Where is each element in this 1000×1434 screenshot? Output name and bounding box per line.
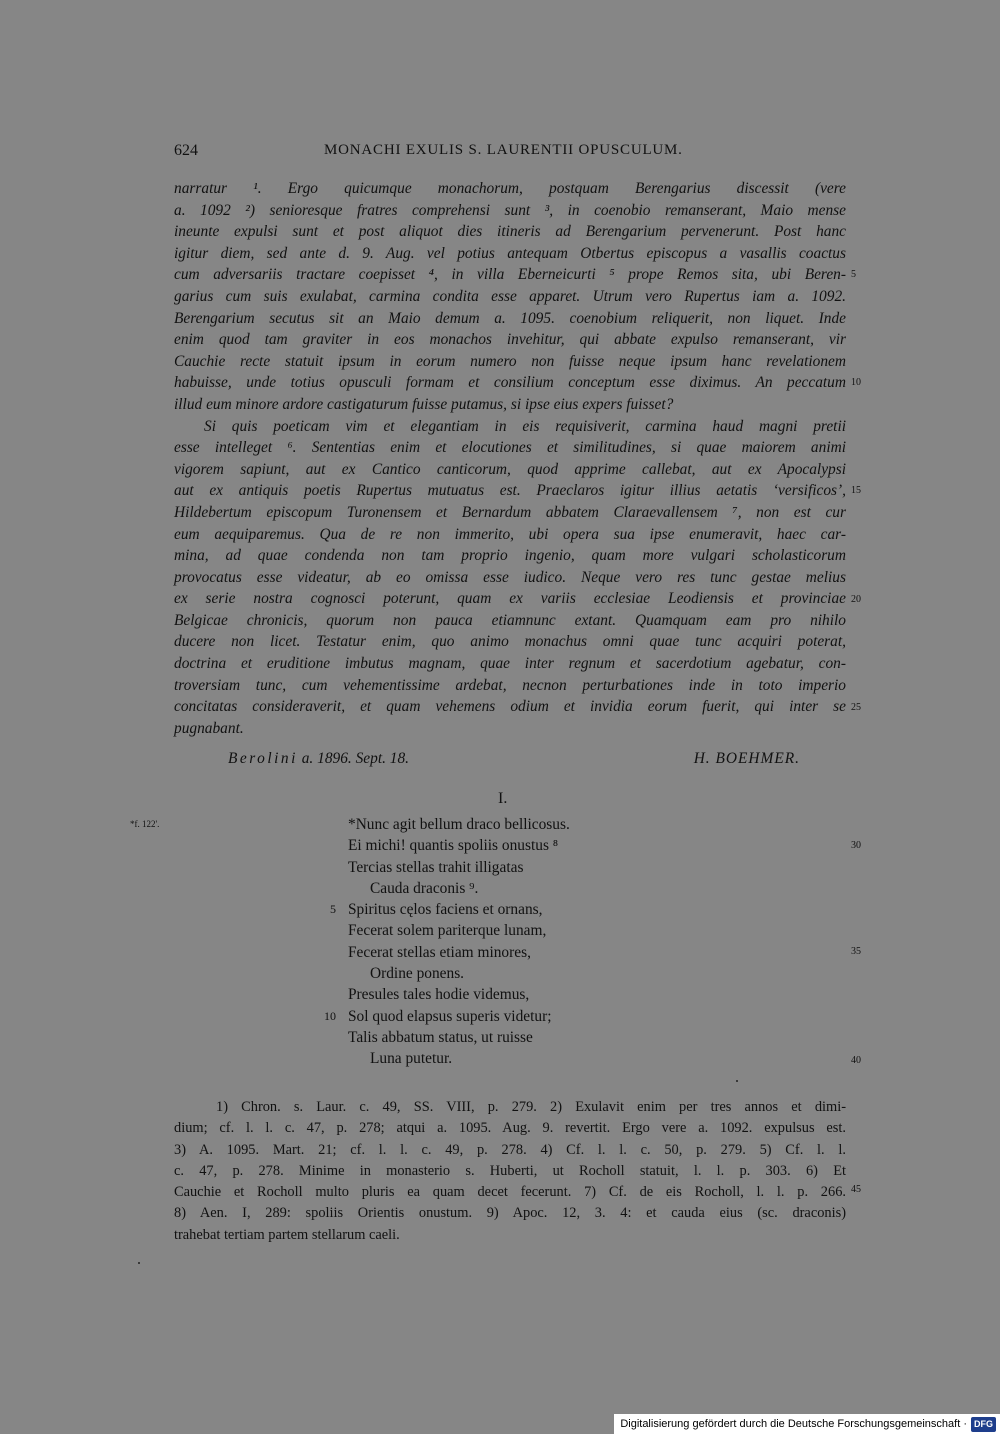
scan-speck xyxy=(736,1080,738,1082)
margin-line-number: 45 xyxy=(851,1184,861,1195)
margin-line-number: 40 xyxy=(851,1055,861,1066)
running-head xyxy=(174,142,850,164)
signature-place: Berolini xyxy=(228,750,298,767)
verse-text: Luna putetur. xyxy=(370,1050,453,1068)
running-title: MONACHI EXULIS S. LAURENTII OPUSCULUM. xyxy=(324,142,683,158)
footnotes xyxy=(174,1097,846,1246)
dfg-logo-icon: DFG xyxy=(971,1417,996,1432)
verse-line xyxy=(322,857,662,878)
verse-number: 5 xyxy=(330,902,336,917)
verse-text: Cauda draconis ⁹. xyxy=(370,879,479,897)
verse-text: Spiritus cęlos faciens et ornans, xyxy=(348,901,543,919)
verse-text: Fecerat stellas etiam minores, xyxy=(348,943,531,961)
prose-line: pugnabant. xyxy=(174,719,244,737)
verse-number: 10 xyxy=(324,1008,336,1023)
prose-line: mina, ad quae condenda non tam proprio ingenio, quam more vulgari scholasticorum xyxy=(174,547,846,565)
verse-line xyxy=(322,814,662,835)
footnote-line: c. 47, p. 278. Minime in monasterio s. Huberti, ut Rocholl statuit, l. l. p. 303. 6) Et xyxy=(174,1162,846,1179)
page-number: 624 xyxy=(174,142,198,159)
footnote-line: 3) A. 1095. Mart. 21; cf. l. l. c. 49, p. 278. 4) Cf. l. l. c. 50, p. 279. 5) Cf. l. l. xyxy=(174,1141,846,1158)
verse-text: Ei michi! quantis spoliis onustus ⁸ xyxy=(348,837,559,855)
prose-line: provocatus esse videatur, ab eo omissa esse iudico. Neque vero res tunc gestae melius xyxy=(174,568,846,586)
prose-line: aut ex antiquis poetis Rupertus mutuatus est. Praeclaros igitur illius aetatis ‘versificos’, xyxy=(174,482,846,500)
verse-text: Ordine ponens. xyxy=(370,965,465,983)
margin-line-number: 35 xyxy=(851,946,861,957)
prose-line: garius cum suis exulabat, carmina condita esse apparet. Utrum vero Rupertus iam a. 1092. xyxy=(174,287,846,305)
verse-text: Presules tales hodie videmus, xyxy=(348,986,530,1004)
margin-line-number: 20 xyxy=(851,594,861,605)
margin-line-number: 25 xyxy=(851,702,861,713)
prose-line: ducere non licet. Testatur enim, quo animo monachus omni quae tunc acquiri poterat, xyxy=(174,633,846,651)
prose-line: cum adversariis tractare coepisset ⁴, in villa Eberneicurti ⁵ prope Remos sita, ubi Beren- xyxy=(174,266,846,284)
prose-line: Belgicae chronicis, quorum non pauca etiamnunc extant. Quamquam eam pro nihilo xyxy=(174,611,846,629)
prose-line: troversiam tunc, cum vehementissime ardebat, necnon perturbationes inde in toto imperio xyxy=(174,676,846,694)
verse-line xyxy=(322,984,662,1005)
prose-line: Cauchie recte statuit ipsum in eorum numero non fuisse neque ipsum hanc revelationem xyxy=(174,352,846,370)
prose-line: ineunte expulsi sunt et post aliquot dies itineris ad Berengarium pervenerunt. Post hanc xyxy=(174,223,846,241)
credit-text: Digitalisierung gefördert durch die Deutsche Forschungsgemeinschaft · xyxy=(620,1418,967,1430)
verse-line xyxy=(322,899,662,920)
prose-line: esse intelleget ⁶. Sententias enim et elocutiones et similitudines, si quae maiorem animi xyxy=(174,439,846,457)
scan-speck xyxy=(138,1262,140,1264)
prose-line: ex serie nostra cognosci poterunt, quam ex variis ecclesiae Leodiensis et provinciae xyxy=(174,590,846,608)
prose-line: narratur ¹. Ergo quicumque monachorum, postquam Berengarius discessit (vere xyxy=(174,180,846,197)
prose-line: habuisse, unde totius opusculi formam et consilium conceptum esse diximus. An peccatum xyxy=(174,374,846,392)
prose-line: Si quis poeticam vim et elegantiam in eis requisiverit, carmina haud magni pretii xyxy=(204,417,846,435)
verse-text: Fecerat solem pariterque lunam, xyxy=(348,922,547,940)
prose-line: igitur diem, sed ante d. 9. Aug. vel potius antequam Otbertus episcopus a vasallis coactus xyxy=(174,244,846,262)
footnote-line: dium; cf. l. l. c. 47, p. 278; atqui a. 1095. Aug. 9. revertit. Ergo vere a. 1092. expulsus est. xyxy=(174,1120,846,1137)
verse-line xyxy=(322,1006,662,1027)
prose-line: eum aequiparemus. Qua de re non immerito, ubi opera sua ipse enumeravit, haec car- xyxy=(174,525,846,543)
margin-line-number: 5 xyxy=(851,269,856,280)
prose-line: doctrina et eruditione imbutus magnam, quae inter regnum et sacerdotium agebatur, con- xyxy=(174,655,846,673)
verse-line xyxy=(322,963,662,984)
prose-body xyxy=(174,178,846,739)
footnote-line: Cauchie et Rocholl multo pluris ea quam decet fecerunt. 7) Cf. de eis Rocholl, l. l. p. 266. xyxy=(174,1184,846,1201)
margin-line-number: 15 xyxy=(851,485,861,496)
signature-author: H. BOEHMER. xyxy=(693,750,800,767)
verse-line xyxy=(322,1027,662,1048)
margin-line-number: 30 xyxy=(851,840,861,851)
prose-line: enim quod tam graviter in eos monachos invehitur, qui abbate expulso remanserant, vir xyxy=(174,331,846,349)
prose-line: vigorem sapiunt, aut ex Cantico canticorum, quod apprime callebat, aut ex Apocalypsi xyxy=(174,460,846,478)
verse-line xyxy=(322,835,662,856)
verse-text: Tercias stellas trahit illigatas xyxy=(348,858,524,876)
verse-text: Talis abbatum status, ut ruisse xyxy=(348,1028,533,1046)
signature-date: a. 1896. Sept. 18. xyxy=(301,750,410,767)
section-number: I. xyxy=(498,790,508,807)
signature-place-date xyxy=(228,750,409,768)
margin-line-numbers xyxy=(851,0,891,1434)
signature-row xyxy=(228,750,800,772)
prose-line: Berengarium secutus sit an Maio demum a. 1095. coenobium reliquerit, non liquet. Inde xyxy=(174,309,846,327)
prose-line: a. 1092 ²) senioresque fratres comprehensi sunt ³, in coenobio remanserant, Maio mense xyxy=(174,201,846,219)
footnote-line: trahebat tertiam partem stellarum caeli. xyxy=(174,1226,400,1243)
verse-line xyxy=(322,920,662,941)
prose-line: concitatas consideraverit, et quam vehemens odium et invidia eorum fuerit, qui inter se xyxy=(174,698,846,716)
verse-line xyxy=(322,1048,662,1069)
verse-text: *Nunc agit bellum draco bellicosus. xyxy=(348,816,570,833)
verse-line xyxy=(322,942,662,963)
margin-line-number: 10 xyxy=(851,377,861,388)
verse-text: Sol quod elapsus superis videtur; xyxy=(348,1007,552,1025)
footnote-line: 8) Aen. I, 289: spoliis Orientis onustum. 9) Apoc. 12, 3. 4: et cauda eius (sc. draconis) xyxy=(174,1205,846,1222)
folio-reference: *f. 122'. xyxy=(130,819,160,829)
footnote-line: 1) Chron. s. Laur. c. 49, SS. VIII, p. 279. 2) Exulavit enim per tres annos et dimi- xyxy=(216,1099,846,1115)
prose-line: illud eum minore ardore castigaturum fuisse putamus, si ipse eius expers fuisset? xyxy=(174,395,674,413)
verse-line xyxy=(322,878,662,899)
poem xyxy=(322,814,662,1070)
prose-line: Hildebertum episcopum Turonensem et Bernardum abbatem Claraevallensem ⁷, non est cur xyxy=(174,503,846,521)
digitization-credit[interactable] xyxy=(614,1414,1000,1434)
